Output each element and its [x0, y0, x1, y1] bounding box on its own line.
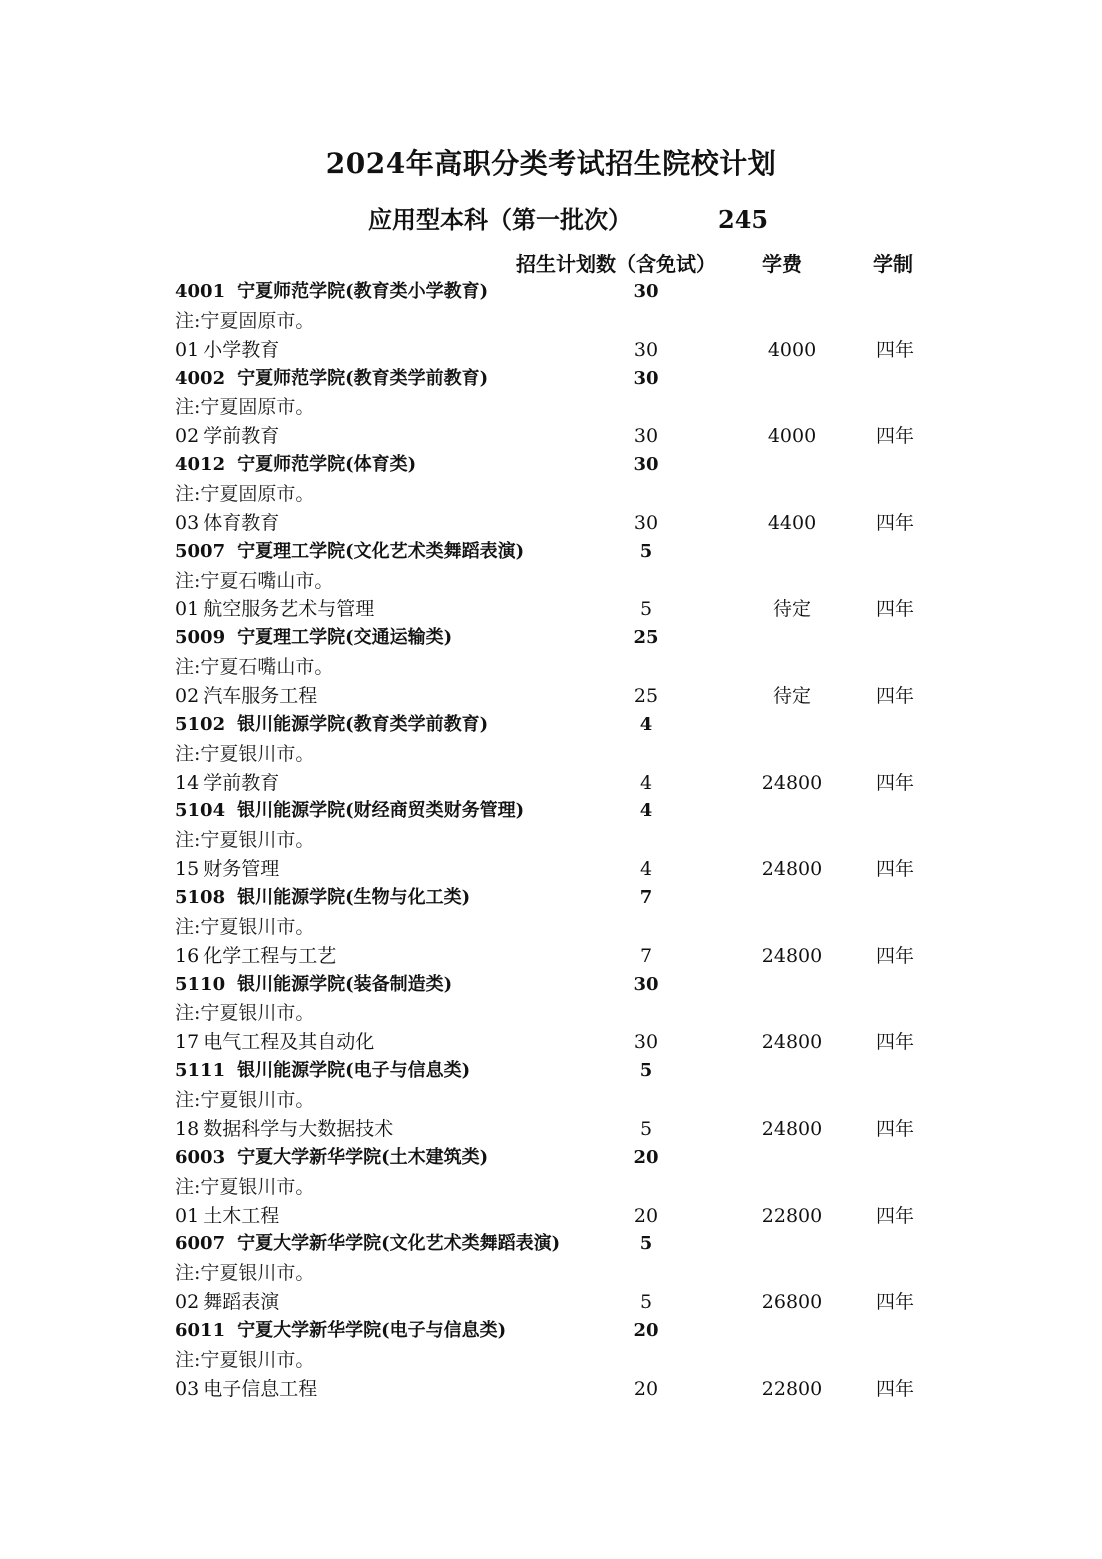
tuition-fee: 24800 — [761, 944, 823, 967]
location-note: 注:宁夏固原市。 — [175, 396, 315, 419]
school-group-row — [0, 278, 1102, 307]
school-group-row — [0, 1317, 1102, 1346]
tuition-fee: 24800 — [761, 858, 823, 881]
tuition-fee: 待定 — [772, 685, 811, 708]
group-code: 6011 — [175, 1319, 226, 1341]
major-row — [0, 422, 1102, 451]
location-note-row — [0, 1259, 1102, 1288]
location-note: 注:宁夏固原市。 — [175, 309, 315, 332]
school-group-row — [0, 884, 1102, 913]
tuition-fee: 4400 — [767, 511, 817, 534]
major-title: 财务管理 — [203, 858, 280, 881]
major-title: 土木工程 — [203, 1204, 280, 1227]
location-note: 注:宁夏石嘴山市。 — [175, 656, 334, 679]
program-length: 四年 — [876, 511, 915, 534]
tuition-fee: 4000 — [767, 338, 817, 361]
major-title: 小学教育 — [203, 338, 280, 361]
plan-count: 30 — [633, 338, 659, 361]
plan-count: 30 — [633, 367, 659, 389]
major-title: 舞蹈表演 — [203, 1291, 280, 1314]
location-note: 注:宁夏银川市。 — [175, 742, 315, 765]
major-title: 汽车服务工程 — [203, 685, 318, 708]
group-code: 5007 — [175, 540, 226, 562]
school-group-row — [0, 1230, 1102, 1259]
group-code: 5111 — [175, 1060, 226, 1082]
plan-count: 30 — [633, 425, 659, 448]
location-note-row — [0, 999, 1102, 1028]
group-title: 银川能源学院(电子与信息类) — [237, 1060, 471, 1082]
location-note-row — [0, 480, 1102, 509]
major-code: 15 — [175, 858, 200, 881]
plan-count: 25 — [633, 627, 659, 649]
group-code: 6007 — [175, 1233, 226, 1255]
major-code: 03 — [175, 511, 200, 534]
major-code: 17 — [175, 1031, 200, 1054]
column-header-fee: 学费 — [762, 252, 802, 276]
program-length: 四年 — [876, 338, 915, 361]
program-length: 四年 — [876, 685, 915, 708]
major-name — [175, 942, 336, 971]
group-title: 宁夏理工学院(文化艺术类舞蹈表演) — [237, 540, 525, 562]
plan-count: 20 — [633, 1146, 659, 1168]
major-name — [175, 1028, 374, 1057]
school-group-name — [175, 1317, 506, 1346]
plan-count: 20 — [633, 1377, 659, 1400]
program-length: 四年 — [876, 858, 915, 881]
major-name — [175, 1375, 317, 1404]
group-code: 4012 — [175, 454, 226, 476]
plan-count: 5 — [639, 540, 653, 562]
major-name — [175, 1202, 279, 1231]
tuition-fee: 24800 — [761, 771, 823, 794]
major-title: 电子信息工程 — [203, 1377, 318, 1400]
group-title: 宁夏大学新华学院(土木建筑类) — [237, 1146, 489, 1168]
plan-count: 5 — [639, 1291, 653, 1314]
tuition-fee: 22800 — [761, 1377, 823, 1400]
plan-table — [0, 278, 1102, 1404]
location-note-row — [0, 1346, 1102, 1375]
plan-count: 5 — [639, 598, 653, 621]
location-note-row — [0, 307, 1102, 336]
major-row — [0, 336, 1102, 365]
group-title: 宁夏大学新华学院(文化艺术类舞蹈表演) — [237, 1233, 561, 1255]
school-group-name — [175, 278, 488, 307]
major-title: 学前教育 — [203, 771, 280, 794]
group-code: 4002 — [175, 367, 226, 389]
major-name — [175, 509, 279, 538]
plan-count: 5 — [639, 1060, 653, 1082]
major-code: 02 — [175, 1291, 200, 1314]
major-code: 18 — [175, 1117, 200, 1140]
location-note: 注:宁夏银川市。 — [175, 915, 315, 938]
plan-count: 30 — [633, 973, 659, 995]
major-code: 01 — [175, 598, 200, 621]
plan-count: 4 — [639, 771, 653, 794]
major-name — [175, 336, 279, 365]
program-length: 四年 — [876, 1377, 915, 1400]
program-length: 四年 — [876, 425, 915, 448]
plan-count: 20 — [633, 1319, 659, 1341]
plan-count: 4 — [639, 858, 653, 881]
location-note-row — [0, 1173, 1102, 1202]
location-note: 注:宁夏银川市。 — [175, 1089, 315, 1112]
group-code: 5102 — [175, 713, 226, 735]
batch-label: 应用型本科（第一批次） — [368, 205, 632, 234]
major-row — [0, 1202, 1102, 1231]
location-note-row — [0, 1086, 1102, 1115]
major-title: 学前教育 — [203, 425, 280, 448]
school-group-name — [175, 365, 488, 394]
tuition-fee: 24800 — [761, 1031, 823, 1054]
school-group-name — [175, 624, 452, 653]
school-group-name — [175, 1057, 470, 1086]
school-group-name — [175, 797, 524, 826]
plan-count: 30 — [633, 454, 659, 476]
program-length: 四年 — [876, 944, 915, 967]
major-row — [0, 855, 1102, 884]
major-row — [0, 1375, 1102, 1404]
location-note-row — [0, 653, 1102, 682]
plan-count: 7 — [639, 887, 653, 909]
school-group-name — [175, 884, 470, 913]
group-title: 宁夏师范学院(教育类学前教育) — [237, 367, 489, 389]
group-code: 5009 — [175, 627, 226, 649]
major-name — [175, 1115, 393, 1144]
major-title: 航空服务艺术与管理 — [203, 598, 375, 621]
program-length: 四年 — [876, 1204, 915, 1227]
group-code: 4001 — [175, 281, 226, 302]
document-title: 2024年高职分类考试招生院校计划 — [325, 147, 777, 180]
major-code: 03 — [175, 1377, 200, 1400]
major-title: 体育教育 — [203, 511, 280, 534]
group-title: 银川能源学院(装备制造类) — [237, 973, 453, 995]
program-length: 四年 — [876, 1291, 915, 1314]
plan-count: 30 — [633, 511, 659, 534]
plan-count: 5 — [639, 1233, 653, 1255]
tuition-fee: 待定 — [772, 598, 811, 621]
program-length: 四年 — [876, 1117, 915, 1140]
tuition-fee: 24800 — [761, 1117, 823, 1140]
column-header-years: 学制 — [873, 252, 913, 276]
batch-total-count: 245 — [718, 205, 769, 234]
major-code: 01 — [175, 338, 200, 361]
major-title: 电气工程及其自动化 — [203, 1031, 375, 1054]
plan-count: 5 — [639, 1117, 653, 1140]
school-group-name — [175, 1144, 488, 1173]
tuition-fee: 22800 — [761, 1204, 823, 1227]
tuition-fee: 26800 — [761, 1291, 823, 1314]
location-note-row — [0, 826, 1102, 855]
major-row — [0, 509, 1102, 538]
plan-count: 7 — [639, 944, 653, 967]
major-row — [0, 1028, 1102, 1057]
group-title: 宁夏师范学院(教育类小学教育) — [237, 281, 489, 302]
location-note-row — [0, 740, 1102, 769]
school-group-row — [0, 365, 1102, 394]
group-code: 6003 — [175, 1146, 226, 1168]
location-note-row — [0, 393, 1102, 422]
location-note: 注:宁夏石嘴山市。 — [175, 569, 334, 592]
location-note: 注:宁夏银川市。 — [175, 1002, 315, 1025]
plan-count: 4 — [639, 713, 653, 735]
location-note: 注:宁夏银川市。 — [175, 1175, 315, 1198]
group-code: 5108 — [175, 887, 226, 909]
group-title: 银川能源学院(财经商贸类财务管理) — [237, 800, 525, 822]
school-group-row — [0, 451, 1102, 480]
school-group-name — [175, 538, 524, 567]
major-row — [0, 769, 1102, 798]
major-row — [0, 595, 1102, 624]
location-note-row — [0, 567, 1102, 596]
plan-count: 20 — [633, 1204, 659, 1227]
major-code: 01 — [175, 1204, 200, 1227]
school-group-row — [0, 971, 1102, 1000]
group-title: 宁夏师范学院(体育类) — [237, 454, 417, 476]
tuition-fee: 4000 — [767, 425, 817, 448]
school-group-name — [175, 451, 416, 480]
column-header-plan: 招生计划数（含免试） — [516, 252, 716, 276]
group-title: 宁夏大学新华学院(电子与信息类) — [237, 1319, 507, 1341]
school-group-row — [0, 1057, 1102, 1086]
program-length: 四年 — [876, 771, 915, 794]
major-code: 14 — [175, 771, 200, 794]
program-length: 四年 — [876, 1031, 915, 1054]
plan-count: 25 — [633, 685, 659, 708]
major-title: 数据科学与大数据技术 — [203, 1117, 394, 1140]
major-name — [175, 769, 279, 798]
school-group-row — [0, 624, 1102, 653]
school-group-row — [0, 1144, 1102, 1173]
major-name — [175, 682, 317, 711]
group-title: 宁夏理工学院(交通运输类) — [237, 627, 453, 649]
major-title: 化学工程与工艺 — [203, 944, 337, 967]
major-row — [0, 1288, 1102, 1317]
plan-count: 30 — [633, 281, 659, 302]
plan-count: 4 — [639, 800, 653, 822]
major-row — [0, 1115, 1102, 1144]
group-code: 5104 — [175, 800, 226, 822]
major-row — [0, 682, 1102, 711]
major-row — [0, 942, 1102, 971]
school-group-name — [175, 711, 488, 740]
major-name — [175, 1288, 279, 1317]
location-note-row — [0, 913, 1102, 942]
school-group-name — [175, 971, 452, 1000]
group-code: 5110 — [175, 973, 226, 995]
group-title: 银川能源学院(生物与化工类) — [237, 887, 471, 909]
group-title: 银川能源学院(教育类学前教育) — [237, 713, 489, 735]
major-code: 02 — [175, 425, 200, 448]
location-note: 注:宁夏银川市。 — [175, 1348, 315, 1371]
major-name — [175, 595, 374, 624]
program-length: 四年 — [876, 598, 915, 621]
major-name — [175, 422, 279, 451]
school-group-row — [0, 538, 1102, 567]
location-note: 注:宁夏固原市。 — [175, 483, 315, 506]
school-group-row — [0, 797, 1102, 826]
major-code: 02 — [175, 685, 200, 708]
location-note: 注:宁夏银川市。 — [175, 1262, 315, 1285]
plan-count: 30 — [633, 1031, 659, 1054]
major-name — [175, 855, 279, 884]
major-code: 16 — [175, 944, 200, 967]
location-note: 注:宁夏银川市。 — [175, 829, 315, 852]
school-group-row — [0, 711, 1102, 740]
school-group-name — [175, 1230, 560, 1259]
